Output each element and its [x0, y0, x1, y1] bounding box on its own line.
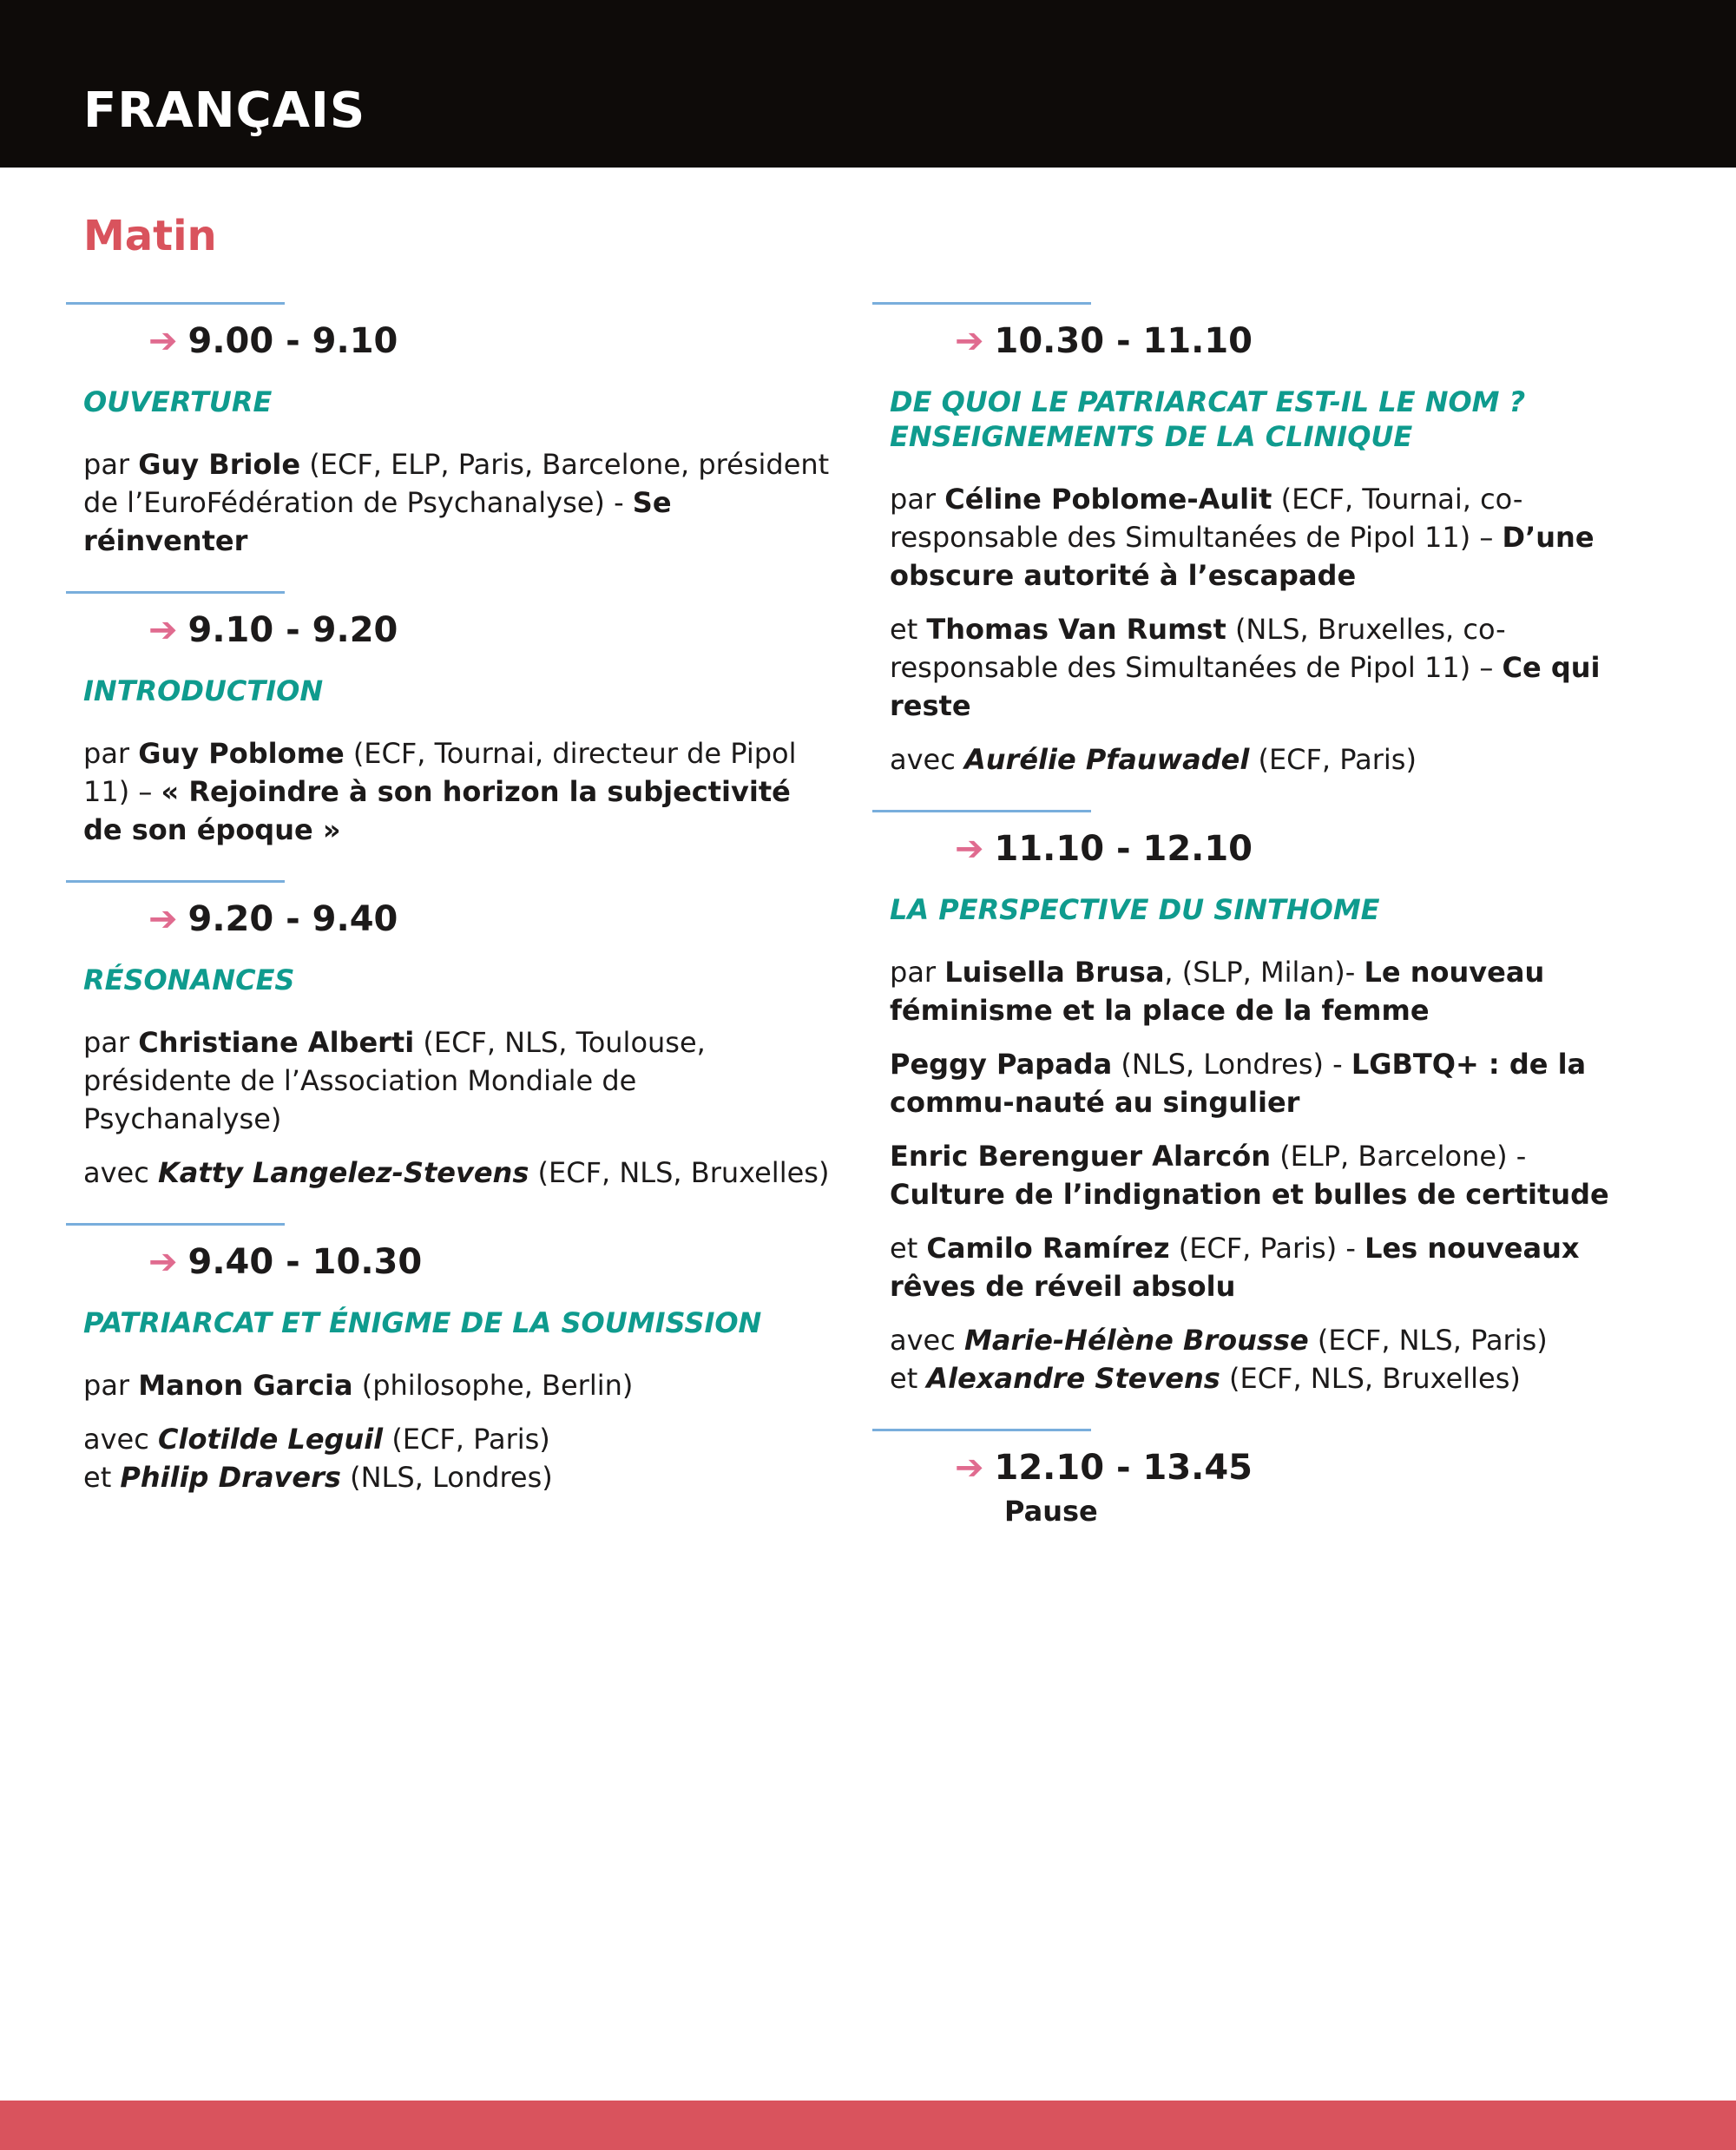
speaker-paragraph [890, 1045, 1636, 1121]
speaker-name: Le nouveau féminisme et la place de la femme [890, 956, 1545, 1027]
speaker-name: Se réinventer [83, 486, 672, 557]
arrow-right-icon: ➔ [148, 610, 178, 650]
text-run: par [83, 1026, 139, 1059]
speaker-paragraph [83, 1366, 830, 1404]
time-label: 9.10 - 9.20 [187, 610, 398, 650]
time-slot [955, 1448, 1636, 1488]
program-block [66, 302, 830, 560]
speaker-paragraph [83, 1023, 830, 1138]
text-run: par [83, 448, 139, 481]
speaker-paragraph [83, 1420, 830, 1496]
speaker-paragraph [83, 445, 830, 560]
speaker-paragraph [890, 1321, 1636, 1397]
text-run: (ECF, Paris) [383, 1423, 550, 1456]
speaker-name: D’une obscure autorité à l’escapade [890, 521, 1595, 592]
moderator-name: Clotilde Leguil [158, 1423, 384, 1456]
text-run: avec [890, 743, 964, 776]
arrow-right-icon: ➔ [955, 1448, 984, 1488]
page-title: FRANÇAIS [83, 82, 366, 139]
pause-label: Pause [1004, 1495, 1098, 1528]
time-label: 9.00 - 9.10 [187, 321, 398, 361]
arrow-right-icon: ➔ [148, 899, 178, 939]
speaker-name: LGBTQ+ : de la commu-nauté au singulier [890, 1048, 1587, 1119]
divider-rule [872, 1429, 1091, 1431]
moderator-name: Katty Langelez-Stevens [158, 1156, 529, 1189]
text-run: et [83, 1461, 121, 1494]
speaker-paragraph [890, 1137, 1636, 1213]
speaker-paragraph [890, 610, 1636, 725]
block-spacer [872, 794, 1636, 810]
speaker-name: Guy Poblome [138, 737, 345, 770]
program-block [872, 302, 1636, 779]
time-slot [148, 321, 830, 361]
moderator-name: Philip Dravers [120, 1461, 341, 1494]
block-spacer [66, 865, 830, 880]
arrow-right-icon: ➔ [148, 1242, 178, 1282]
text-run: avec [890, 1324, 964, 1357]
speaker-name: Thomas Van Rumst [926, 613, 1226, 646]
left-column [66, 302, 830, 1512]
text-run: (ECF, NLS, Paris) [1308, 1324, 1548, 1357]
time-slot [148, 610, 830, 650]
text-run: par [890, 483, 945, 516]
arrow-right-icon: ➔ [955, 321, 984, 361]
session-title: INTRODUCTION [83, 674, 324, 707]
speaker-paragraph [890, 740, 1636, 779]
block-spacer [66, 575, 830, 591]
text-run: (ECF, NLS, Bruxelles) [529, 1156, 830, 1189]
text-run: (ECF, Tournai, directeur de Pipol 11) – [83, 737, 797, 808]
session-title: DE QUOI LE PATRIARCAT EST-IL LE NOM ? ENSEIGNEMENTS DE LA CLINIQUE [890, 385, 1526, 453]
text-run: (ECF, ELP, Paris, Barcelone, président de l’EuroFédération de Psychanalyse) - [83, 448, 830, 519]
session-title: RÉSONANCES [83, 963, 295, 996]
speaker-paragraph [890, 953, 1636, 1029]
time-label: 9.40 - 10.30 [187, 1242, 423, 1282]
divider-rule [872, 810, 1091, 812]
text-run: (ECF, Paris) [1249, 743, 1417, 776]
text-run: (NLS, Londres) [340, 1461, 553, 1494]
text-run: avec [83, 1423, 158, 1456]
section-title: Matin [83, 212, 217, 260]
text-run: par [83, 1369, 139, 1402]
footer-band [0, 2101, 1736, 2150]
moderator-name: Aurélie Pfauwadel [964, 743, 1250, 776]
speaker-name: Christiane Alberti [138, 1026, 415, 1059]
time-label: 12.10 - 13.45 [994, 1448, 1253, 1488]
speaker-paragraph [890, 1229, 1636, 1305]
time-slot [148, 1242, 830, 1282]
divider-rule [66, 302, 285, 305]
speaker-name: « Rejoindre à son horizon la subjectivité de son époque » [83, 775, 791, 846]
text-run: (NLS, Londres) - [1112, 1048, 1351, 1081]
text-run: par [83, 737, 139, 770]
speaker-name: Enric Berenguer Alarcón [890, 1140, 1272, 1173]
text-run: avec [83, 1156, 158, 1189]
speaker-name: Culture de l’indignation et bulles de certitude [890, 1178, 1609, 1211]
time-label: 9.20 - 9.40 [187, 899, 398, 939]
right-column [872, 302, 1636, 1528]
speaker-name: Ce qui reste [890, 651, 1601, 722]
time-slot [955, 829, 1636, 869]
speaker-name: Luisella Brusa [944, 956, 1165, 989]
speaker-name: Peggy Papada [890, 1048, 1113, 1081]
text-run: et [890, 613, 927, 646]
speaker-paragraph [890, 480, 1636, 595]
time-slot [955, 321, 1636, 361]
speaker-name: Les nouveaux rêves de réveil absolu [890, 1232, 1580, 1303]
text-run: (ECF, NLS, Toulouse, présidente de l’Association Mondiale de Psychanalyse) [83, 1026, 706, 1135]
program-block [66, 575, 830, 849]
text-run: (ELP, Barcelone) - [1271, 1140, 1527, 1173]
speaker-name: Céline Poblome-Aulit [944, 483, 1272, 516]
session-title: PATRIARCAT ET ÉNIGME DE LA SOUMISSION [83, 1306, 762, 1339]
speaker-paragraph [83, 1154, 830, 1192]
program-block [872, 794, 1636, 1397]
divider-rule [66, 880, 285, 883]
time-label: 11.10 - 12.10 [994, 829, 1253, 869]
text-run: (NLS, Bruxelles, co-responsable des Simultanées de Pipol 11) – [890, 613, 1506, 684]
session-title: LA PERSPECTIVE DU SINTHOME [890, 893, 1380, 926]
text-run: (ECF, Tournai, co-responsable des Simultanées de Pipol 11) – [890, 483, 1523, 554]
text-run: et [890, 1232, 927, 1265]
text-run: par [890, 956, 945, 989]
arrow-right-icon: ➔ [955, 829, 984, 869]
divider-rule [66, 1223, 285, 1226]
program-block [66, 865, 830, 1192]
speaker-paragraph [83, 734, 830, 849]
speaker-name: Camilo Ramírez [926, 1232, 1170, 1265]
block-spacer [66, 1207, 830, 1223]
text-run: (philosophe, Berlin) [352, 1369, 634, 1402]
time-slot [148, 899, 830, 939]
text-run: (ECF, Paris) - [1169, 1232, 1365, 1265]
speaker-name: Manon Garcia [138, 1369, 353, 1402]
program-block [66, 1207, 830, 1496]
text-run: , (SLP, Milan)- [1164, 956, 1364, 989]
time-label: 10.30 - 11.10 [994, 321, 1253, 361]
arrow-right-icon: ➔ [148, 321, 178, 361]
speaker-name: Guy Briole [138, 448, 301, 481]
text-run: et [890, 1362, 927, 1395]
divider-rule [872, 302, 1091, 305]
text-run: (ECF, NLS, Bruxelles) [1220, 1362, 1521, 1395]
divider-rule [66, 591, 285, 594]
moderator-name: Alexandre Stevens [926, 1362, 1220, 1395]
program-block [872, 1413, 1636, 1528]
block-spacer [872, 1413, 1636, 1429]
moderator-name: Marie-Hélène Brousse [964, 1324, 1309, 1357]
session-title: OUVERTURE [83, 385, 273, 418]
